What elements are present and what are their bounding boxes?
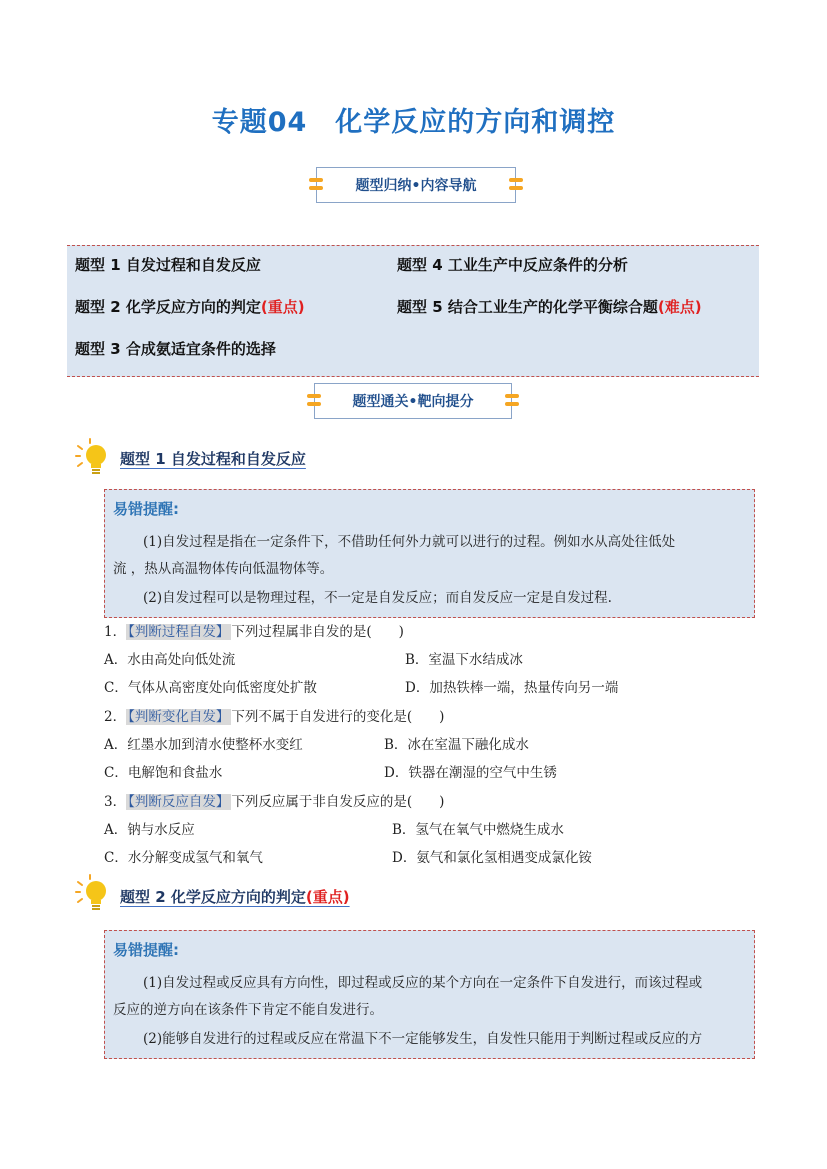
question-1-stem: 1． 【判断过程自发】 下列过程属非自发的是( )	[104, 624, 404, 640]
option-b[interactable]: B．冰在室温下融化成水	[384, 737, 529, 753]
page-title: 专题04 化学反应的方向和调控	[211, 107, 616, 138]
option-a[interactable]: A．钠与水反应	[104, 822, 195, 838]
section-badge-navigation	[316, 167, 516, 203]
topic-navigation-box	[67, 245, 759, 377]
tip-title: 易错提醒:	[113, 941, 179, 959]
badge-label: 题型通关•靶向提分	[352, 394, 474, 410]
nav-item-topic-2[interactable]: 题型 2 化学反应方向的判定(重点)	[75, 298, 305, 316]
option-a[interactable]: A．水由高处向低处流	[104, 652, 236, 668]
tip-title: 易错提醒:	[113, 500, 179, 518]
option-d[interactable]: D．氨气和氯化氢相遇变成氯化铵	[392, 850, 592, 866]
question-3-stem: 3． 【判断反应自发】 下列反应属于非自发反应的是( )	[104, 794, 445, 810]
lightbulb-icon	[74, 438, 108, 478]
nav-item-topic-3[interactable]: 题型 3 合成氨适宜条件的选择	[75, 340, 276, 358]
nav-item-topic-1[interactable]: 题型 1 自发过程和自发反应	[75, 256, 261, 274]
nav-item-topic-5[interactable]: 题型 5 结合工业生产的化学平衡综合题(难点)	[397, 298, 702, 316]
question-tag: 【判断反应自发】	[128, 794, 230, 810]
question-tag: 【判断变化自发】	[128, 709, 230, 725]
emphasis-label: (重点)	[260, 298, 305, 316]
lightbulb-icon	[74, 874, 108, 914]
orange-bars-icon	[307, 392, 321, 408]
tip-paragraph: (1)自发过程或反应具有方向性，即过程或反应的某个方向在一定条件下自发进行，而该过程或	[143, 975, 703, 991]
question-tag: 【判断过程自发】	[128, 624, 230, 640]
option-a[interactable]: A．红墨水加到清水使整杯水变红	[104, 737, 303, 753]
option-c[interactable]: C．气体从高密度处向低密度处扩散	[104, 680, 317, 696]
orange-bars-icon	[309, 176, 323, 192]
option-c[interactable]: C．水分解变成氢气和氧气	[104, 850, 263, 866]
tip-paragraph: (1)自发过程是指在一定条件下，不借助任何外力就可以进行的过程。例如水从高处往低处	[143, 534, 676, 550]
option-c[interactable]: C．电解饱和食盐水	[104, 765, 223, 781]
option-b[interactable]: B．室温下水结成冰	[405, 652, 523, 668]
option-d[interactable]: D．铁器在潮湿的空气中生锈	[384, 765, 557, 781]
nav-item-topic-4[interactable]: 题型 4 工业生产中反应条件的分析	[397, 256, 628, 274]
error-tip-box	[104, 489, 755, 618]
section-heading-topic-2: 题型 2 化学反应方向的判定(重点)	[120, 888, 350, 906]
tip-paragraph: (2)自发过程可以是物理过程，不一定是自发反应；而自发反应一定是自发过程.	[143, 590, 612, 606]
tip-paragraph: 反应的逆方向在该条件下肯定不能自发进行。	[113, 1002, 383, 1018]
orange-bars-icon	[505, 392, 519, 408]
emphasis-label: (难点)	[657, 298, 702, 316]
orange-bars-icon	[509, 176, 523, 192]
option-d[interactable]: D．加热铁棒一端，热量传向另一端	[405, 680, 619, 696]
badge-label: 题型归纳•内容导航	[355, 178, 477, 194]
section-heading-topic-1: 题型 1 自发过程和自发反应	[120, 450, 306, 468]
section-badge-practice	[314, 383, 512, 419]
error-tip-box	[104, 930, 755, 1059]
tip-paragraph: (2)能够自发进行的过程或反应在常温下不一定能够发生，自发性只能用于判断过程或反应的方	[143, 1031, 703, 1047]
emphasis-label: (重点)	[305, 888, 350, 906]
tip-paragraph: 流 ，热从高温物体传向低温物体等。	[113, 561, 334, 577]
question-2-stem: 2． 【判断变化自发】 下列不属于自发进行的变化是( )	[104, 709, 445, 725]
option-b[interactable]: B．氢气在氧气中燃烧生成水	[392, 822, 564, 838]
